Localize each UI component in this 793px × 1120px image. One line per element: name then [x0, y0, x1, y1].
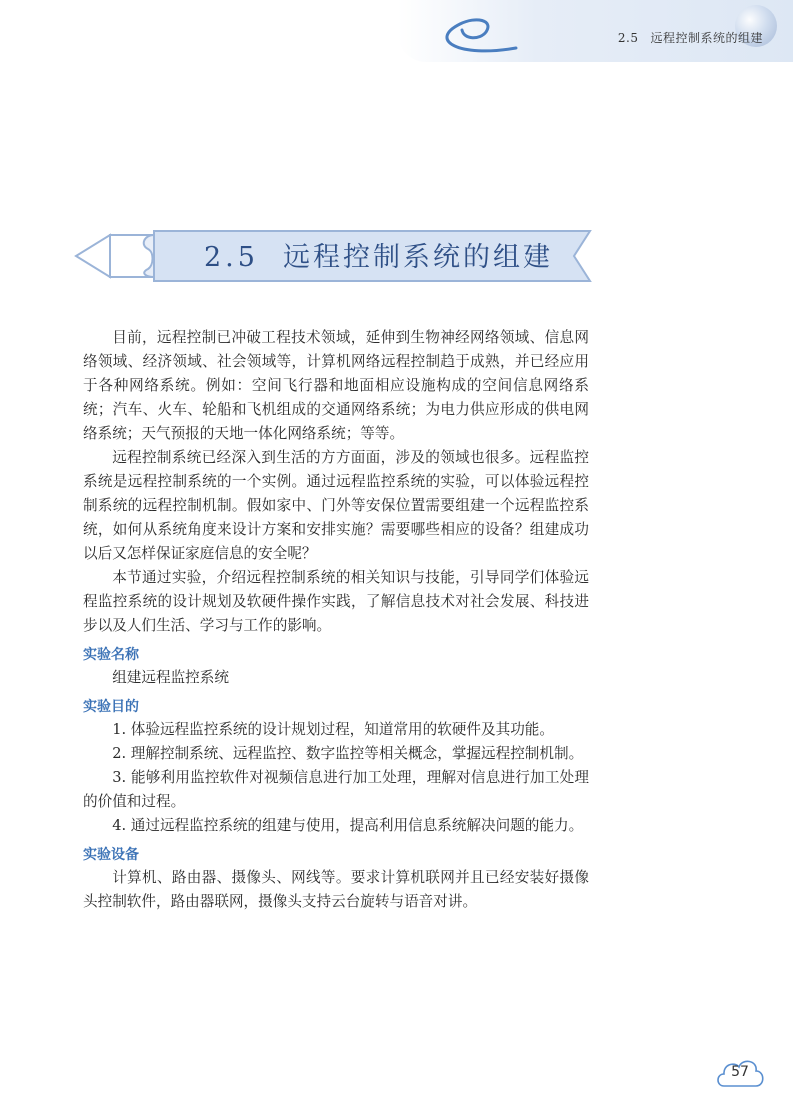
intro-paragraph: 远程控制系统已经深入到生活的方方面面，涉及的领域也很多。远程监控系统是远程控制系统的一个实例。通过远程监控系统的实验，可以体验远程控制系统的远程控制机制。假如家中、门外等安保位置需要组建一个远程监控系统，如何从系统角度来设计方案和安排实施？需要哪些相应的设备？组建成功以后又怎样保证家庭信息的安全呢？	[83, 449, 589, 562]
experiment-name-heading: 实验名称	[83, 647, 139, 663]
intro-paragraph: 本节通过实验，介绍远程控制系统的相关知识与技能，引导同学们体验远程监控系统的设计规划及软硬件操作实践，了解信息技术对社会发展、科技进步以及人们生活、学习与工作的影响。	[83, 569, 589, 634]
section-number: 2.5	[204, 242, 259, 273]
goal-item: 4. 通过远程监控系统的组建与使用，提高利用信息系统解决问题的能力。	[112, 817, 584, 834]
section-title-text: 远程控制系统的组建	[282, 242, 553, 273]
goal-item: 1. 体验远程监控系统的设计规划过程，知道常用的软硬件及其功能。	[112, 721, 554, 738]
experiment-name-text: 组建远程监控系统	[112, 669, 229, 686]
running-header	[398, 0, 793, 62]
experiment-goals-heading: 实验目的	[83, 699, 139, 715]
page-content	[83, 326, 589, 914]
page-number: 57	[731, 1064, 749, 1080]
header-text	[618, 29, 763, 46]
page-number-badge	[714, 1052, 766, 1092]
e-logo-icon	[398, 0, 538, 62]
experiment-equipment-heading: 实验设备	[83, 847, 139, 863]
goal-item: 2. 理解控制系统、远程监控、数字监控等相关概念，掌握远程控制机制。	[112, 745, 584, 762]
goal-item: 3. 能够利用监控软件对视频信息进行加工处理，理解对信息进行加工处理的价值和过程。	[83, 769, 589, 810]
header-section-title: 远程控制系统的组建	[650, 31, 763, 45]
intro-paragraph: 目前，远程控制已冲破工程技术领域，延伸到生物神经网络领域、信息网络领域、经济领域、社会领域等，计算机网络远程控制趋于成熟，并已经应用于各种网络系统。例如：空间飞行器和地面相应设施构成的空间信息网络系统；汽车、火车、轮船和飞机组成的交通网络系统；为电力供应形成的供电网络系统；天气预报的天地一体化网络系统；等等。	[83, 329, 589, 442]
section-title	[204, 235, 553, 275]
section-banner	[74, 225, 594, 287]
experiment-equipment-text: 计算机、路由器、摄像头、网线等。要求计算机联网并且已经安装好摄像头控制软件，路由器联网，摄像头支持云台旋转与语音对讲。	[83, 869, 589, 910]
header-section-number: 2.5	[617, 31, 639, 45]
